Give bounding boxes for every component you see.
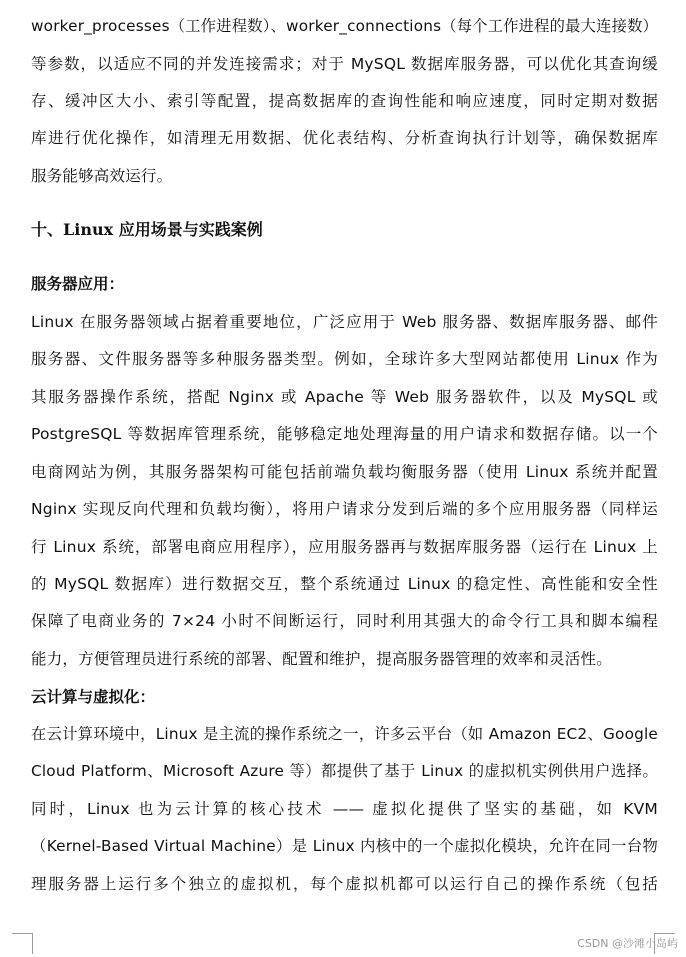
text-line: Linux 在服务器领域占据着重要地位，广泛应用于 Web 服务器、数据库服务器、邮件 [31, 313, 658, 331]
text-line: Nginx 实现反向代理和负载均衡），将用户请求分发到后端的多个应用服务器（同样运 [31, 500, 658, 518]
text-line: 行 Linux 系统，部署电商应用程序），应用服务器再与数据库服务器（运行在 Linux 上 [31, 538, 658, 556]
text-line: 理服务器上运行多个独立的虚拟机，每个虚拟机都可以运行自己的操作系统（包括 [31, 875, 658, 893]
text-line: 能力，方便管理员进行系统的部署、配置和维护，提高服务器管理的效率和灵活性。 [31, 650, 612, 668]
text-line: 保障了电商业务的 7×24 小时不间断运行，同时利用其强大的命令行工具和脚本编程 [31, 612, 658, 630]
text-line: worker_processes（工作进程数）、worker_connections（每个工作进程的最大连接数） [31, 17, 658, 35]
text-line: 等参数，以适应不同的并发连接需求；对于 MySQL 数据库服务器，可以优化其查询缓 [31, 55, 658, 73]
crop-mark-bottom-left [12, 933, 33, 954]
text-line: 其服务器操作系统，搭配 Nginx 或 Apache 等 Web 服务器软件，以及 MySQL 或 [31, 388, 658, 406]
watermark: CSDN @沙滩小岛屿 [577, 937, 678, 950]
text-line: 的 MySQL 数据库）进行数据交互，整个系统通过 Linux 的稳定性、高性能和安全性 [31, 575, 658, 593]
section-title: 十、Linux 应用场景与实践案例 [31, 220, 263, 239]
subheading-server-app: 服务器应用： [31, 275, 125, 293]
text-line: Cloud Platform、Microsoft Azure 等）都提供了基于 Linux 的虚拟机实例供用户选择。 [31, 762, 658, 780]
subheading-cloud: 云计算与虚拟化： [31, 688, 156, 706]
text-line: 服务能够高效运行。 [31, 167, 173, 185]
text-line: 服务器、文件服务器等多种服务器类型。例如，全球许多大型网站都使用 Linux 作为 [31, 350, 658, 368]
text-line: 在云计算环境中，Linux 是主流的操作系统之一，许多云平台（如 Amazon EC2、Google [31, 725, 658, 743]
text-line: PostgreSQL 等数据库管理系统，能够稳定地处理海量的用户请求和数据存储。以一个 [31, 425, 658, 443]
text-line: （Kernel-Based Virtual Machine）是 Linux 内核中的一个虚拟化模块，允许在同一台物 [31, 837, 658, 855]
text-line: 电商网站为例，其服务器架构可能包括前端负载均衡服务器（使用 Linux 系统并配置 [31, 463, 658, 481]
text-line: 同时，Linux 也为云计算的核心技术 —— 虚拟化提供了坚实的基础，如 KVM [31, 800, 658, 818]
text-line: 存、缓冲区大小、索引等配置，提高数据库的查询性能和响应速度，同时定期对数据 [31, 92, 658, 110]
text-line: 库进行优化操作，如清理无用数据、优化表结构、分析查询执行计划等，确保数据库 [31, 129, 658, 147]
